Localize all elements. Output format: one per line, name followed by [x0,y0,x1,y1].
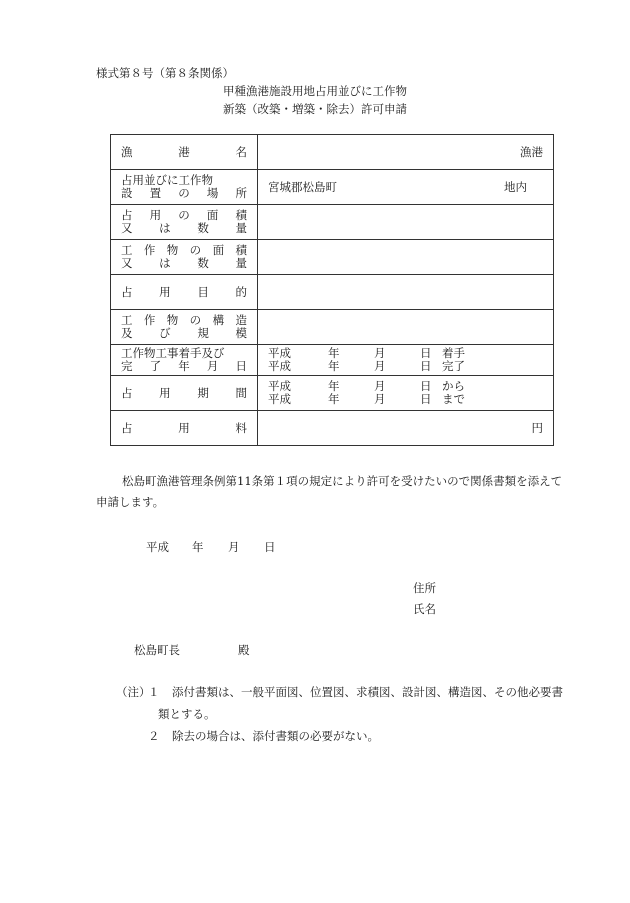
work-dates-label: 工作物工事着手及び 完 了 年 月 日 [111,345,258,376]
structure-scale-field[interactable] [258,310,554,345]
note-1-number: １ [148,685,160,699]
application-date: 平成 年 月 日 [146,540,276,554]
row-location [111,170,554,205]
harbor-suffix: 漁港 [520,145,543,159]
period-from-line: 平成 年 月 日 から [268,379,465,393]
location-suffix: 地内 [504,179,527,194]
row-structure-scale [111,310,554,345]
note-1 [116,687,563,699]
note-1-continuation: 類とする。 [158,707,216,721]
purpose-field[interactable] [258,275,554,310]
occupancy-fee-label: 占 用 料 [111,411,258,446]
work-end-line: 平成 年 月 日 完了 [268,359,465,373]
work-dates-label-line-1: 工作物工事着手及び [121,346,225,360]
application-statement-line-2: 申請します。 [96,495,165,509]
form-title-line-2: 新築（改築・増築・除去）許可申請 [223,102,407,116]
structure-scale-label: 工 作 物 の 構 造 及 び 規 模 [111,310,258,345]
structure-area-field[interactable] [258,240,554,275]
row-structure-area [111,240,554,275]
location-town: 宮城郡松島町 [268,179,337,194]
harbor-name-label: 漁 港 名 [111,135,258,170]
note-1-text: 添付書類は、一般平面図、位置図、求積図、設計図、構造図、その他必要書 [172,685,563,699]
form-number: 様式第８号（第８条関係） [96,66,234,80]
location-label-line-1: 占用並びに工作物 [121,173,213,187]
addressee [134,645,250,657]
row-work-dates [111,345,554,376]
row-purpose [111,275,554,310]
harbor-name-field[interactable] [258,135,554,170]
work-start-line: 平成 年 月 日 着手 [268,346,465,360]
occupancy-period-field[interactable] [258,376,554,411]
occupancy-fee-field[interactable] [258,411,554,446]
note-2 [148,731,379,743]
row-occupancy-fee [111,411,554,446]
work-dates-field[interactable] [258,345,554,376]
occupied-area-label: 占 用 の 面 積 又 は 数 量 [111,205,258,240]
location-label: 占用並びに工作物 設 置 の 場 所 [111,170,258,205]
row-occupied-area [111,205,554,240]
purpose-label: 占 用 目 的 [111,275,258,310]
note-2-number: ２ [148,729,160,743]
form-title-line-1: 甲種漁港施設用地占用並びに工作物 [223,84,407,98]
application-statement-line-1: 松島町漁港管理条例第11条第１項の規定により許可を受けたいので関係書類を添えて [122,474,563,488]
application-table [110,134,554,446]
row-occupancy-period [111,376,554,411]
addressee-mayor: 松島町長 [134,643,180,657]
structure-area-label: 工 作 物 の 面 積 又 は 数 量 [111,240,258,275]
addressee-honorific: 殿 [238,643,250,657]
applicant-address-label: 住所 [413,581,436,595]
occupancy-period-label: 占 用 期 間 [111,376,258,411]
row-harbor-name [111,135,554,170]
occupied-area-field[interactable] [258,205,554,240]
fee-unit: 円 [531,421,543,435]
notes-label: （注） [116,685,151,699]
note-2-text: 除去の場合は、添付書類の必要がない。 [172,729,379,743]
period-to-line: 平成 年 月 日 まで [268,392,465,406]
location-field[interactable] [258,170,554,205]
applicant-name-label: 氏名 [413,602,436,616]
